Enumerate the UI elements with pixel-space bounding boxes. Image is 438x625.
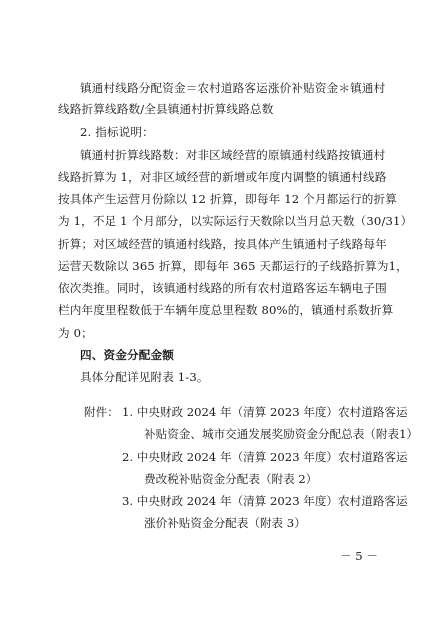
paragraph-line: 运营天数除以 365 折算，即每年 365 天都运行的子线路折算为1， [58,259,408,273]
section-heading: 四、资金分配金额 [80,348,174,362]
attachment-item-1-line-2: 补贴资金、城市交通发展奖励资金分配总表（附表1） [144,427,419,441]
attachment-item-1-line-1: 1. 中央财政 2024 年（清算 2023 年度）农村道路客运 [122,405,408,419]
paragraph-line: 依次类推。同时，该镇通村线路的所有农村道路客运车辆电子围 [58,281,387,295]
attachment-item-2-line-1: 2. 中央财政 2024 年（清算 2023 年度）农村道路客运 [122,450,408,464]
page-number: － 5 － [340,549,378,563]
paragraph-line: 为 1，不足 1 个月部分，以实际运行天数除以当月总天数（30/31） [58,214,413,228]
paragraph-line: 按具体产生运营月份除以 12 折算，即每年 12 个月都运行的折算 [58,192,398,206]
paragraph-line: 具体分配详见附表 1-3。 [80,370,209,384]
attachment-item-2-line-2: 费改税补贴资金分配表（附表 2） [144,472,318,486]
attachment-item-3-line-2: 涨价补贴资金分配表（附表 3） [144,516,306,530]
formula-line-2: 线路折算线路数/全县镇通村折算线路总数 [58,102,274,116]
attachments-label: 附件： [84,405,119,419]
paragraph-line: 折算；对区域经营的镇通村线路，按具体产生镇通村子线路每年 [58,237,387,251]
formula-line-1: 镇通村线路分配资金＝农村道路客运涨价补贴资金＊镇通村 [80,81,386,95]
indicator-heading: 2. 指标说明： [80,125,154,139]
paragraph-line: 线路折算为 1，对非区域经营的新增或年度内调整的镇通村线路 [58,170,387,184]
paragraph-line: 镇通村折算线路数：对非区域经营的原镇通村线路按镇通村 [80,148,386,162]
paragraph-line: 为 0； [58,326,93,340]
attachment-item-3-line-1: 3. 中央财政 2024 年（清算 2023 年度）农村道路客运 [122,494,408,508]
paragraph-line: 栏内年度里程数低于车辆年度总里程数 80%的，镇通村系数折算 [58,303,394,317]
